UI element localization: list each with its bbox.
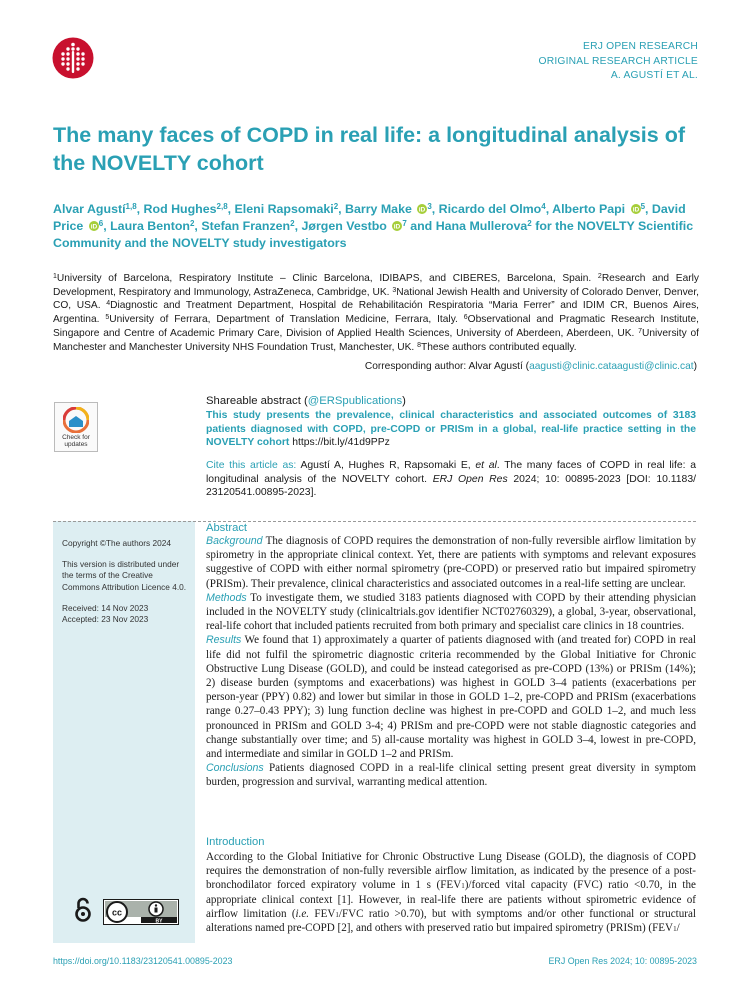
abstract-methods: Methods To investigate them, we studied 3183 patients diagnosed with COPD by their attending physician included in the NOVELTY study (clinicaltrials.gov identifier NCT02760329), a global, 3-year, observational, real-life cohort that included patients recruited from both primary and specialist care clinics in 18 countries. — [206, 591, 696, 633]
svg-text:iD: iD — [90, 223, 98, 231]
orcid-icon[interactable] — [417, 204, 427, 214]
author-list: Alvar Agustí$^{1,8}$, Rod Hughes$^{2,8}$, Eleni Rapsomaki$^2$, Barry Make iD $^3$, Ricardo del Olmo$^4$, Alberto Papi iD $^5$, David Price iD $^6$, Laura Benton$^2$, Stefan Franzen$^2$, Jørgen Vestbo iD $^7$ and Hana Mullerova$^2$ for the NOVELTY Scientific Community and the NOVELTY study investigators — [53, 202, 694, 250]
twitter-handle-link[interactable]: @ERSpublications — [307, 395, 403, 407]
introduction-body: According to the Global Initiative for Chronic Obstructive Lung Disease (GOLD), the diagnosis of COPD requires the demonstration of non-fully reversible airflow limitation, as indicated by the presence of a post-bronchodilator forced expiratory volume in 1 s $(FEV_1)$/forced vital capacity (FVC) ratio <0.70, in the appropriate clinical context [1]. However, in real-life there are patients without spirometric evidence of airflow limitation (i.e. $FEV_1$/FVC ratio >0.70), but with symptoms and/or other functional or structural alterations named pre-COPD [2], and others with preserved ratio but impaired spirometry (PRISm) ($FEV_1/$ — [206, 851, 696, 935]
cc-by-license-icon[interactable] — [103, 899, 179, 925]
check-updates-label: Check for updates — [62, 434, 90, 448]
check-updates-icon — [63, 407, 89, 433]
affiliations: $^1$University of Barcelona, Respiratory Institute – Clinic Barcelona, IDIBAPS, and CIBERES, Barcelona, Spain. $^2$Research and Early Development, Respiratory and Immunology, AstraZeneca, Cambridge, UK. $^3$National Jewish Health and University of Colorado Denver, Denver, CO, USA. $^4$Diagnostic and Treatment Department, Hospital de Rehabilitación Respiratoria “Maria Ferrer” and IDIM CR, Buenos Aires, Argentina. $^5$University of Ferrara, Department of Translation Medicine, Ferrara, Italy. $^6$Observational and Pragmatic Research Institute, Singapore and Centre of Academic Primary Care, Division of Applied Health Sciences, University of Aberdeen, Aberdeen, UK. $^7$University of Manchester and Manchester University NHS Foundation Trust, Manchester, UK. $^8$These authors contributed equally. — [53, 273, 700, 353]
license-text: This version is distributed under the terms of the Creative Commons Attribution Licence 4.0. — [62, 559, 187, 592]
author-name[interactable]: Barry Make — [345, 202, 412, 216]
author-name[interactable]: Jørgen Vestbo — [301, 219, 387, 233]
corresponding-author: Corresponding author: Alvar Agustí (aagusti@clinic.cataagusti@clinic.cat) — [364, 361, 697, 372]
check-for-updates-badge[interactable] — [54, 402, 98, 452]
author-name[interactable]: Hana Mullerova — [435, 219, 528, 233]
journal-name: ERJ OPEN RESEARCH — [583, 41, 698, 52]
accepted-date: Accepted: 23 Nov 2023 — [62, 614, 149, 625]
abstract-body — [206, 534, 696, 790]
author-name[interactable]: Eleni Rapsomaki — [234, 202, 334, 216]
shareable-abstract-text: This study presents the prevalence, clinical characteristics and associated outcomes of 3183 patients diagnosed with COPD, pre-COPD or PRISm in a global, real-life practice setting in the NOVELTY cohort https://bit.ly/41d9PPz — [206, 410, 696, 449]
footer-citation: ERJ Open Res 2024; 10: 00895-2023 — [548, 956, 697, 966]
author-group: for the NOVELTY Scientific Community and the NOVELTY study investigators — [53, 219, 694, 250]
corresponding-email-link[interactable]: aagusti@clinic.cataagusti@clinic.cat — [529, 361, 694, 372]
svg-text:iD: iD — [419, 206, 426, 214]
introduction-heading: Introduction — [206, 836, 265, 848]
short-link[interactable]: https://bit.ly/41d9PPz — [289, 437, 390, 449]
author-name[interactable]: Ricardo del Olmo — [438, 202, 542, 216]
author-name[interactable]: Rod Hughes — [143, 202, 217, 216]
orcid-icon[interactable] — [89, 221, 99, 231]
author-name[interactable]: Alvar Agustí — [53, 202, 126, 216]
sidebar-info — [62, 538, 190, 635]
doi-link[interactable]: https://doi.org/10.1183/23120541.00895-2023 — [53, 956, 233, 966]
article-title: The many faces of COPD in real life: a longitudinal analysis of the NOVELTY cohort — [53, 123, 686, 175]
abstract-background: Background The diagnosis of COPD requires the demonstration of non-fully reversible airflow limitation by spirometry in the appropriate clinical context. Yet, there are patients with symptoms and relevant exposures suggestive of COPD with either normal spirometry (pre-COPD) or preserved ratio but impaired spirometry (PRISm). Their prevalence, clinical characteristics and associated outcomes in a real-life setting are unclear. — [206, 535, 696, 590]
orcid-icon[interactable] — [631, 204, 641, 214]
running-authors: A. AGUSTÍ ET AL. — [610, 70, 698, 82]
author-name[interactable]: Alberto Papi — [552, 202, 626, 216]
article-type: ORIGINAL RESEARCH ARTICLE — [538, 55, 698, 67]
svg-text:iD: iD — [394, 223, 401, 231]
copyright: Copyright ©The authors 2024 — [62, 538, 171, 548]
open-access-icon — [73, 897, 93, 923]
citation-block: Cite this article as: Agustí A, Hughes R, Rapsomaki E, et al. The many faces of COPD in real life: a longitudinal analysis of the NOVELTY cohort. ERJ Open Res 2024; 10: 00895-2023 [DOI: 10.1183/ 23120541.00895-2023]. — [206, 460, 696, 499]
svg-text:BY: BY — [155, 918, 163, 925]
author-name[interactable]: Laura Benton — [110, 219, 190, 233]
section-divider — [53, 521, 696, 522]
shareable-abstract-heading: Shareable abstract (@ERSpublications) — [206, 395, 406, 407]
svg-text:cc: cc — [111, 907, 123, 918]
abstract-heading: Abstract — [206, 522, 248, 534]
author-name[interactable]: Stefan Franzen — [201, 219, 291, 233]
abstract-results: Results We found that 1) approximately a quarter of patients diagnosed with (and treated for) COPD in real life did not fulfil the spirometric diagnostic criteria recommended by the Global Initiative for Chronic Obstructive Lung Disease (GOLD), and could be instead categorised as pre-COPD (13%) or PRISm (14%); 2) disease burden (symptoms and exacerbations) was highest in GOLD 3–4 patients (exacerbations per person-year (PPY) 0.82) and lower but similar in those in GOLD 1–2, pre-COPD and PRISm (exacerbations range 0.27–0.43 PPY); 3) lung function decline was highest in pre-COPD and GOLD 1–2, and much less pronounced in PRISm and GOLD 3-4; 4) PRISm and pre-COPD were not stable diagnostic categories and change substantially over time; and 5) all-cause mortality was highest in GOLD 3–4, lowest in pre-COPD, and intermediate and similar in GOLD 1–2 and PRISm. — [206, 634, 696, 761]
received-date: Received: 14 Nov 2023 — [62, 602, 149, 613]
journal-logo-icon — [52, 37, 94, 79]
orcid-icon[interactable] — [392, 221, 402, 231]
abstract-conclusions: Conclusions Patients diagnosed COPD in a real-life clinical setting present great diversity in symptom burden, progression and survival, warranting medical attention. — [206, 762, 696, 789]
running-header — [539, 40, 699, 84]
svg-text:iD: iD — [632, 206, 639, 214]
author-name[interactable]: David Price — [53, 202, 686, 233]
